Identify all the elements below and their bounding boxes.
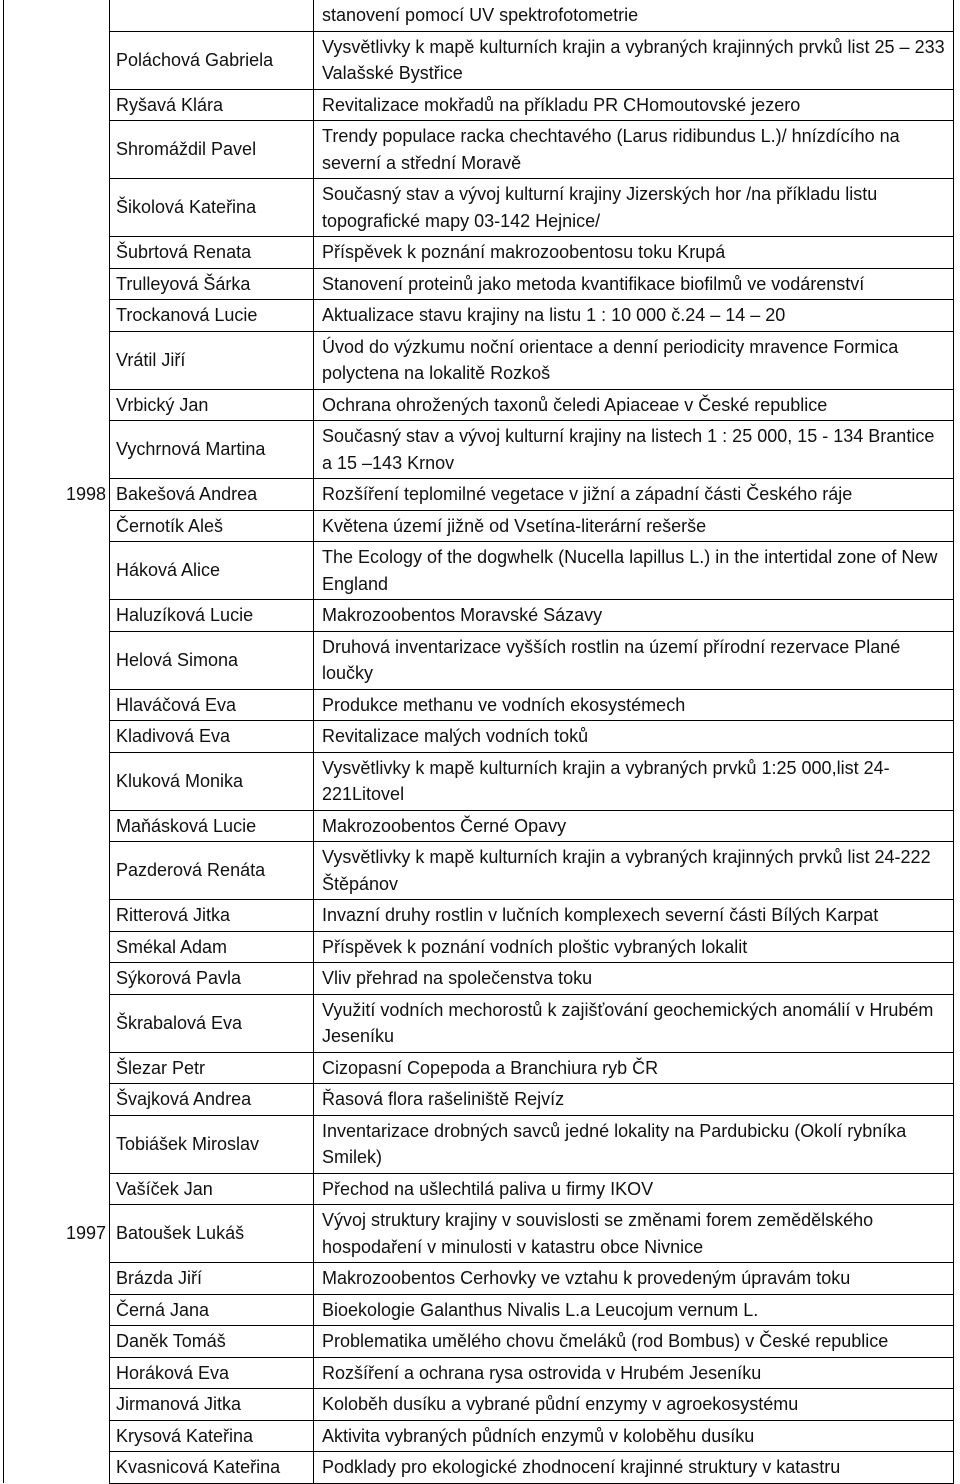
table-row bbox=[4, 421, 954, 479]
year-cell: 1997 bbox=[4, 1205, 110, 1263]
thesis-title: The Ecology of the dogwhelk (Nucella lapillus L.) in the intertidal zone of New England bbox=[314, 542, 954, 600]
thesis-title: Příspěvek k poznání makrozoobentosu toku Krupá bbox=[314, 237, 954, 269]
table-row bbox=[4, 300, 954, 332]
author-name: Kluková Monika bbox=[110, 752, 314, 810]
year-cell bbox=[4, 1263, 110, 1295]
thesis-title: Koloběh dusíku a vybrané půdní enzymy v agroekosystému bbox=[314, 1389, 954, 1421]
table-row bbox=[4, 721, 954, 753]
author-name: Černotík Aleš bbox=[110, 510, 314, 542]
author-name: Krysová Kateřina bbox=[110, 1420, 314, 1452]
year-cell bbox=[4, 237, 110, 269]
thesis-title: Vysvětlivky k mapě kulturních krajin a vybraných krajinných prvků list 25 – 233 Valašské Bystřice bbox=[314, 31, 954, 89]
thesis-title: Vývoj struktury krajiny v souvislosti se změnami forem zemědělského hospodaření v minulosti v katastru obce Nivnice bbox=[314, 1205, 954, 1263]
thesis-title: Makrozoobentos Cerhovky ve vztahu k provedeným úpravám toku bbox=[314, 1263, 954, 1295]
table-row bbox=[4, 752, 954, 810]
author-name: Pazderová Renáta bbox=[110, 842, 314, 900]
author-name bbox=[110, 0, 314, 31]
thesis-title: Řasová flora rašeliniště Rejvíz bbox=[314, 1084, 954, 1116]
thesis-title: Stanovení proteinů jako metoda kvantifikace biofilmů ve vodárenství bbox=[314, 268, 954, 300]
year-cell bbox=[4, 1420, 110, 1452]
year-cell bbox=[4, 268, 110, 300]
thesis-title: Makrozoobentos Moravské Sázavy bbox=[314, 600, 954, 632]
table-row bbox=[4, 1294, 954, 1326]
author-name: Daněk Tomáš bbox=[110, 1326, 314, 1358]
table-row bbox=[4, 963, 954, 995]
author-name: Vychrnová Martina bbox=[110, 421, 314, 479]
thesis-table-body bbox=[4, 0, 954, 1483]
table-row bbox=[4, 1326, 954, 1358]
year-cell bbox=[4, 1294, 110, 1326]
thesis-title: Revitalizace malých vodních toků bbox=[314, 721, 954, 753]
thesis-title: Vliv přehrad na společenstva toku bbox=[314, 963, 954, 995]
table-row bbox=[4, 1263, 954, 1295]
table-row bbox=[4, 1084, 954, 1116]
thesis-title: Květena území jižně od Vsetína-literární rešerše bbox=[314, 510, 954, 542]
thesis-title: Trendy populace racka chechtavého (Larus ridibundus L.)/ hnízdícího na severní a střední Moravě bbox=[314, 121, 954, 179]
table-row bbox=[4, 31, 954, 89]
year-cell bbox=[4, 752, 110, 810]
author-name: Černá Jana bbox=[110, 1294, 314, 1326]
author-name: Ryšavá Klára bbox=[110, 89, 314, 121]
table-row bbox=[4, 631, 954, 689]
table-row bbox=[4, 900, 954, 932]
thesis-table bbox=[3, 0, 954, 1484]
author-name: Shromáždil Pavel bbox=[110, 121, 314, 179]
author-name: Horáková Eva bbox=[110, 1357, 314, 1389]
year-cell bbox=[4, 842, 110, 900]
table-row bbox=[4, 810, 954, 842]
year-cell bbox=[4, 1173, 110, 1205]
thesis-title: Současný stav a vývoj kulturní krajiny Jizerských hor /na příkladu listu topografické mapy 03-142 Hejnice/ bbox=[314, 179, 954, 237]
year-cell bbox=[4, 542, 110, 600]
year-cell bbox=[4, 931, 110, 963]
thesis-title: Bioekologie Galanthus Nivalis L.a Leucojum vernum L. bbox=[314, 1294, 954, 1326]
author-name: Švajková Andrea bbox=[110, 1084, 314, 1116]
thesis-title: Současný stav a vývoj kulturní krajiny na listech 1 : 25 000, 15 - 134 Brantice a 15 –143 Krnov bbox=[314, 421, 954, 479]
year-cell bbox=[4, 31, 110, 89]
year-cell bbox=[4, 994, 110, 1052]
author-name: Helová Simona bbox=[110, 631, 314, 689]
table-row bbox=[4, 994, 954, 1052]
year-cell bbox=[4, 421, 110, 479]
author-name: Sýkorová Pavla bbox=[110, 963, 314, 995]
thesis-title: Rozšíření teplomilné vegetace v jižní a západní části Českého ráje bbox=[314, 479, 954, 511]
table-row bbox=[4, 479, 954, 511]
thesis-title: Aktivita vybraných půdních enzymů v koloběhu dusíku bbox=[314, 1420, 954, 1452]
table-row bbox=[4, 179, 954, 237]
author-name: Smékal Adam bbox=[110, 931, 314, 963]
table-row bbox=[4, 842, 954, 900]
thesis-title: Problematika umělého chovu čmeláků (rod Bombus) v České republice bbox=[314, 1326, 954, 1358]
year-cell bbox=[4, 300, 110, 332]
table-row bbox=[4, 237, 954, 269]
thesis-title: Druhová inventarizace vyšších rostlin na území přírodní rezervace Plané loučky bbox=[314, 631, 954, 689]
year-cell bbox=[4, 1115, 110, 1173]
author-name: Tobiášek Miroslav bbox=[110, 1115, 314, 1173]
year-cell bbox=[4, 179, 110, 237]
year-cell bbox=[4, 631, 110, 689]
author-name: Šikolová Kateřina bbox=[110, 179, 314, 237]
thesis-title: Invazní druhy rostlin v lučních komplexech severní části Bílých Karpat bbox=[314, 900, 954, 932]
table-row bbox=[4, 1115, 954, 1173]
thesis-title: Úvod do výzkumu noční orientace a denní periodicity mravence Formica polyctena na lokalitě Rozkoš bbox=[314, 331, 954, 389]
author-name: Trockanová Lucie bbox=[110, 300, 314, 332]
year-cell bbox=[4, 0, 110, 31]
year-cell bbox=[4, 331, 110, 389]
table-row bbox=[4, 268, 954, 300]
thesis-title: Revitalizace mokřadů na příkladu PR CHomoutovské jezero bbox=[314, 89, 954, 121]
table-row bbox=[4, 1357, 954, 1389]
year-cell bbox=[4, 810, 110, 842]
author-name: Poláchová Gabriela bbox=[110, 31, 314, 89]
thesis-title: Vysvětlivky k mapě kulturních krajin a vybraných prvků 1:25 000,list 24-221Litovel bbox=[314, 752, 954, 810]
year-cell bbox=[4, 721, 110, 753]
thesis-title: stanovení pomocí UV spektrofotometrie bbox=[314, 0, 954, 31]
thesis-title: Makrozoobentos Černé Opavy bbox=[314, 810, 954, 842]
year-cell bbox=[4, 1357, 110, 1389]
year-cell bbox=[4, 600, 110, 632]
table-row bbox=[4, 0, 954, 31]
year-cell: 1998 bbox=[4, 479, 110, 511]
thesis-title: Aktualizace stavu krajiny na listu 1 : 10 000 č.24 – 14 – 20 bbox=[314, 300, 954, 332]
thesis-title: Vysvětlivky k mapě kulturních krajin a vybraných krajinných prvků list 24-222 Štěpánov bbox=[314, 842, 954, 900]
year-cell bbox=[4, 1452, 110, 1484]
author-name: Jirmanová Jitka bbox=[110, 1389, 314, 1421]
author-name: Háková Alice bbox=[110, 542, 314, 600]
thesis-title: Cizopasní Copepoda a Branchiura ryb ČR bbox=[314, 1052, 954, 1084]
year-cell bbox=[4, 89, 110, 121]
author-name: Hlaváčová Eva bbox=[110, 689, 314, 721]
thesis-title: Inventarizace drobných savců jedné lokality na Pardubicku (Okolí rybníka Smilek) bbox=[314, 1115, 954, 1173]
year-cell bbox=[4, 389, 110, 421]
author-name: Kladivová Eva bbox=[110, 721, 314, 753]
table-row bbox=[4, 389, 954, 421]
table-row bbox=[4, 1452, 954, 1484]
author-name: Šlezar Petr bbox=[110, 1052, 314, 1084]
author-name: Vrátil Jiří bbox=[110, 331, 314, 389]
author-name: Ritterová Jitka bbox=[110, 900, 314, 932]
table-row bbox=[4, 931, 954, 963]
year-cell bbox=[4, 1084, 110, 1116]
author-name: Batoušek Lukáš bbox=[110, 1205, 314, 1263]
author-name: Trulleyová Šárka bbox=[110, 268, 314, 300]
table-row bbox=[4, 89, 954, 121]
table-row bbox=[4, 331, 954, 389]
thesis-title: Rozšíření a ochrana rysa ostrovida v Hrubém Jeseníku bbox=[314, 1357, 954, 1389]
year-cell bbox=[4, 121, 110, 179]
table-row bbox=[4, 121, 954, 179]
table-row bbox=[4, 689, 954, 721]
author-name: Maňásková Lucie bbox=[110, 810, 314, 842]
table-row bbox=[4, 510, 954, 542]
thesis-title: Přechod na ušlechtilá paliva u firmy IKOV bbox=[314, 1173, 954, 1205]
author-name: Bakešová Andrea bbox=[110, 479, 314, 511]
author-name: Kvasnicová Kateřina bbox=[110, 1452, 314, 1484]
year-cell bbox=[4, 1389, 110, 1421]
table-row bbox=[4, 1052, 954, 1084]
author-name: Vašíček Jan bbox=[110, 1173, 314, 1205]
year-cell bbox=[4, 689, 110, 721]
author-name: Škrabalová Eva bbox=[110, 994, 314, 1052]
author-name: Šubrtová Renata bbox=[110, 237, 314, 269]
year-cell bbox=[4, 1326, 110, 1358]
year-cell bbox=[4, 963, 110, 995]
table-row bbox=[4, 1420, 954, 1452]
thesis-title: Produkce methanu ve vodních ekosystémech bbox=[314, 689, 954, 721]
thesis-title: Ochrana ohrožených taxonů čeledi Apiaceae v České republice bbox=[314, 389, 954, 421]
year-cell bbox=[4, 510, 110, 542]
table-row bbox=[4, 542, 954, 600]
table-row bbox=[4, 1205, 954, 1263]
thesis-title: Podklady pro ekologické zhodnocení krajinné struktury v katastru bbox=[314, 1452, 954, 1484]
year-cell bbox=[4, 1052, 110, 1084]
thesis-title: Využití vodních mechorostů k zajišťování geochemických anomálií v Hrubém Jeseníku bbox=[314, 994, 954, 1052]
thesis-title: Příspěvek k poznání vodních ploštic vybraných lokalit bbox=[314, 931, 954, 963]
author-name: Vrbický Jan bbox=[110, 389, 314, 421]
table-row bbox=[4, 600, 954, 632]
table-row bbox=[4, 1389, 954, 1421]
author-name: Haluzíková Lucie bbox=[110, 600, 314, 632]
table-row bbox=[4, 1173, 954, 1205]
year-cell bbox=[4, 900, 110, 932]
author-name: Brázda Jiří bbox=[110, 1263, 314, 1295]
